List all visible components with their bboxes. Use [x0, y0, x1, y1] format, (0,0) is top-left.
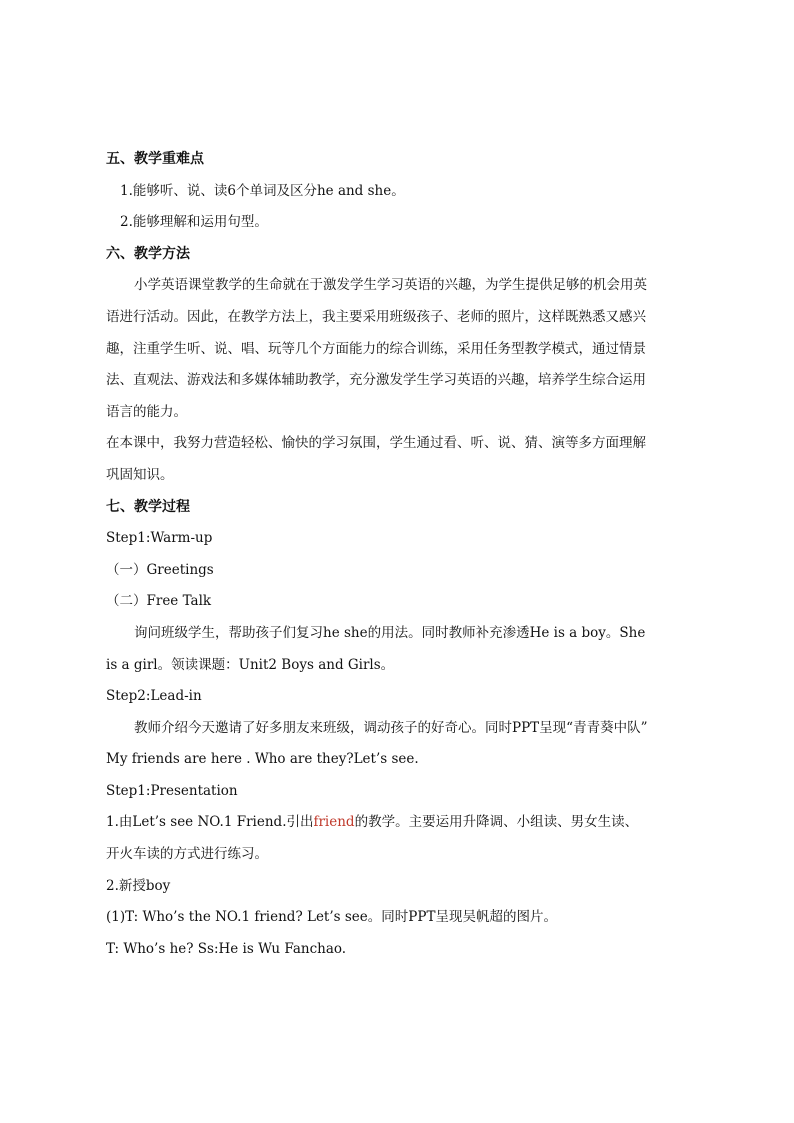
step-lead-in: Step2:Lead-in [106, 688, 202, 705]
section-heading-process: 七、教学过程 [106, 498, 190, 515]
presentation-question: (1)T: Who’s the NO.1 friend? Let’s see。同时PPT呈现吴帆超的图片。 [106, 909, 557, 926]
substep-greetings: （一）Greetings [106, 561, 214, 578]
methods-paragraph-line: 趣，注重学生听、说、唱、玩等几个方面能力的综合训练，采用任务型教学模式，通过情景 [106, 340, 646, 357]
methods-paragraph-line: 在本课中，我努力营造轻松、愉快的学习氛围，学生通过看、听、说、猜、演等多方面理解 [106, 435, 646, 452]
section-heading-key-points: 五、教学重难点 [106, 151, 204, 167]
presentation-item-1 [106, 807, 696, 839]
highlighted-word-friend: friend [313, 814, 355, 831]
lead-in-line: My friends are here . Who are they?Let’s see. [106, 751, 419, 768]
methods-paragraph-line: 巩固知识。 [106, 466, 174, 483]
methods-paragraph-line: 语进行活动。因此，在教学方法上，我主要采用班级孩子、老师的照片，这样既熟悉又感兴 [106, 308, 646, 325]
substep-free-talk: （二）Free Talk [106, 593, 212, 610]
methods-paragraph-line: 小学英语课堂教学的生命就在于激发学生学习英语的兴趣，为学生提供足够的机会用英 [134, 277, 647, 294]
step-presentation: Step1:Presentation [106, 782, 238, 799]
presentation-text: 的教学。主要运用升降调、小组读、男女生读、 [354, 814, 639, 831]
document-body [106, 144, 696, 965]
key-point-1: 1.能够听、说、读6个单词及区分he and she。 [120, 182, 405, 199]
step-warm-up: Step1:Warm-up [106, 530, 213, 547]
free-talk-line: is a girl。领读课题：Unit2 Boys and Girls。 [106, 656, 395, 673]
methods-paragraph-line: 法、直观法、游戏法和多媒体辅助教学，充分激发学生学习英语的兴趣，培养学生综合运用 [106, 372, 646, 389]
presentation-item-1-cont: 开火车读的方式进行练习。 [106, 846, 268, 863]
presentation-item-2: 2.新授boy [106, 877, 171, 894]
lead-in-line: 教师介绍今天邀请了好多朋友来班级，调动孩子的好奇心。同时PPT呈现“青青葵中队” [134, 719, 648, 736]
presentation-text: 1.由Let’s see NO.1 Friend.引出 [106, 814, 314, 831]
methods-paragraph-line: 语言的能力。 [106, 403, 187, 420]
section-heading-methods: 六、教学方法 [106, 245, 190, 262]
key-point-2: 2.能够理解和运用句型。 [120, 214, 268, 231]
presentation-dialog: T: Who’s he? Ss:He is Wu Fanchao. [106, 940, 347, 957]
free-talk-line: 询问班级学生，帮助孩子们复习he she的用法。同时教师补充渗透He is a boy。She [134, 624, 646, 641]
